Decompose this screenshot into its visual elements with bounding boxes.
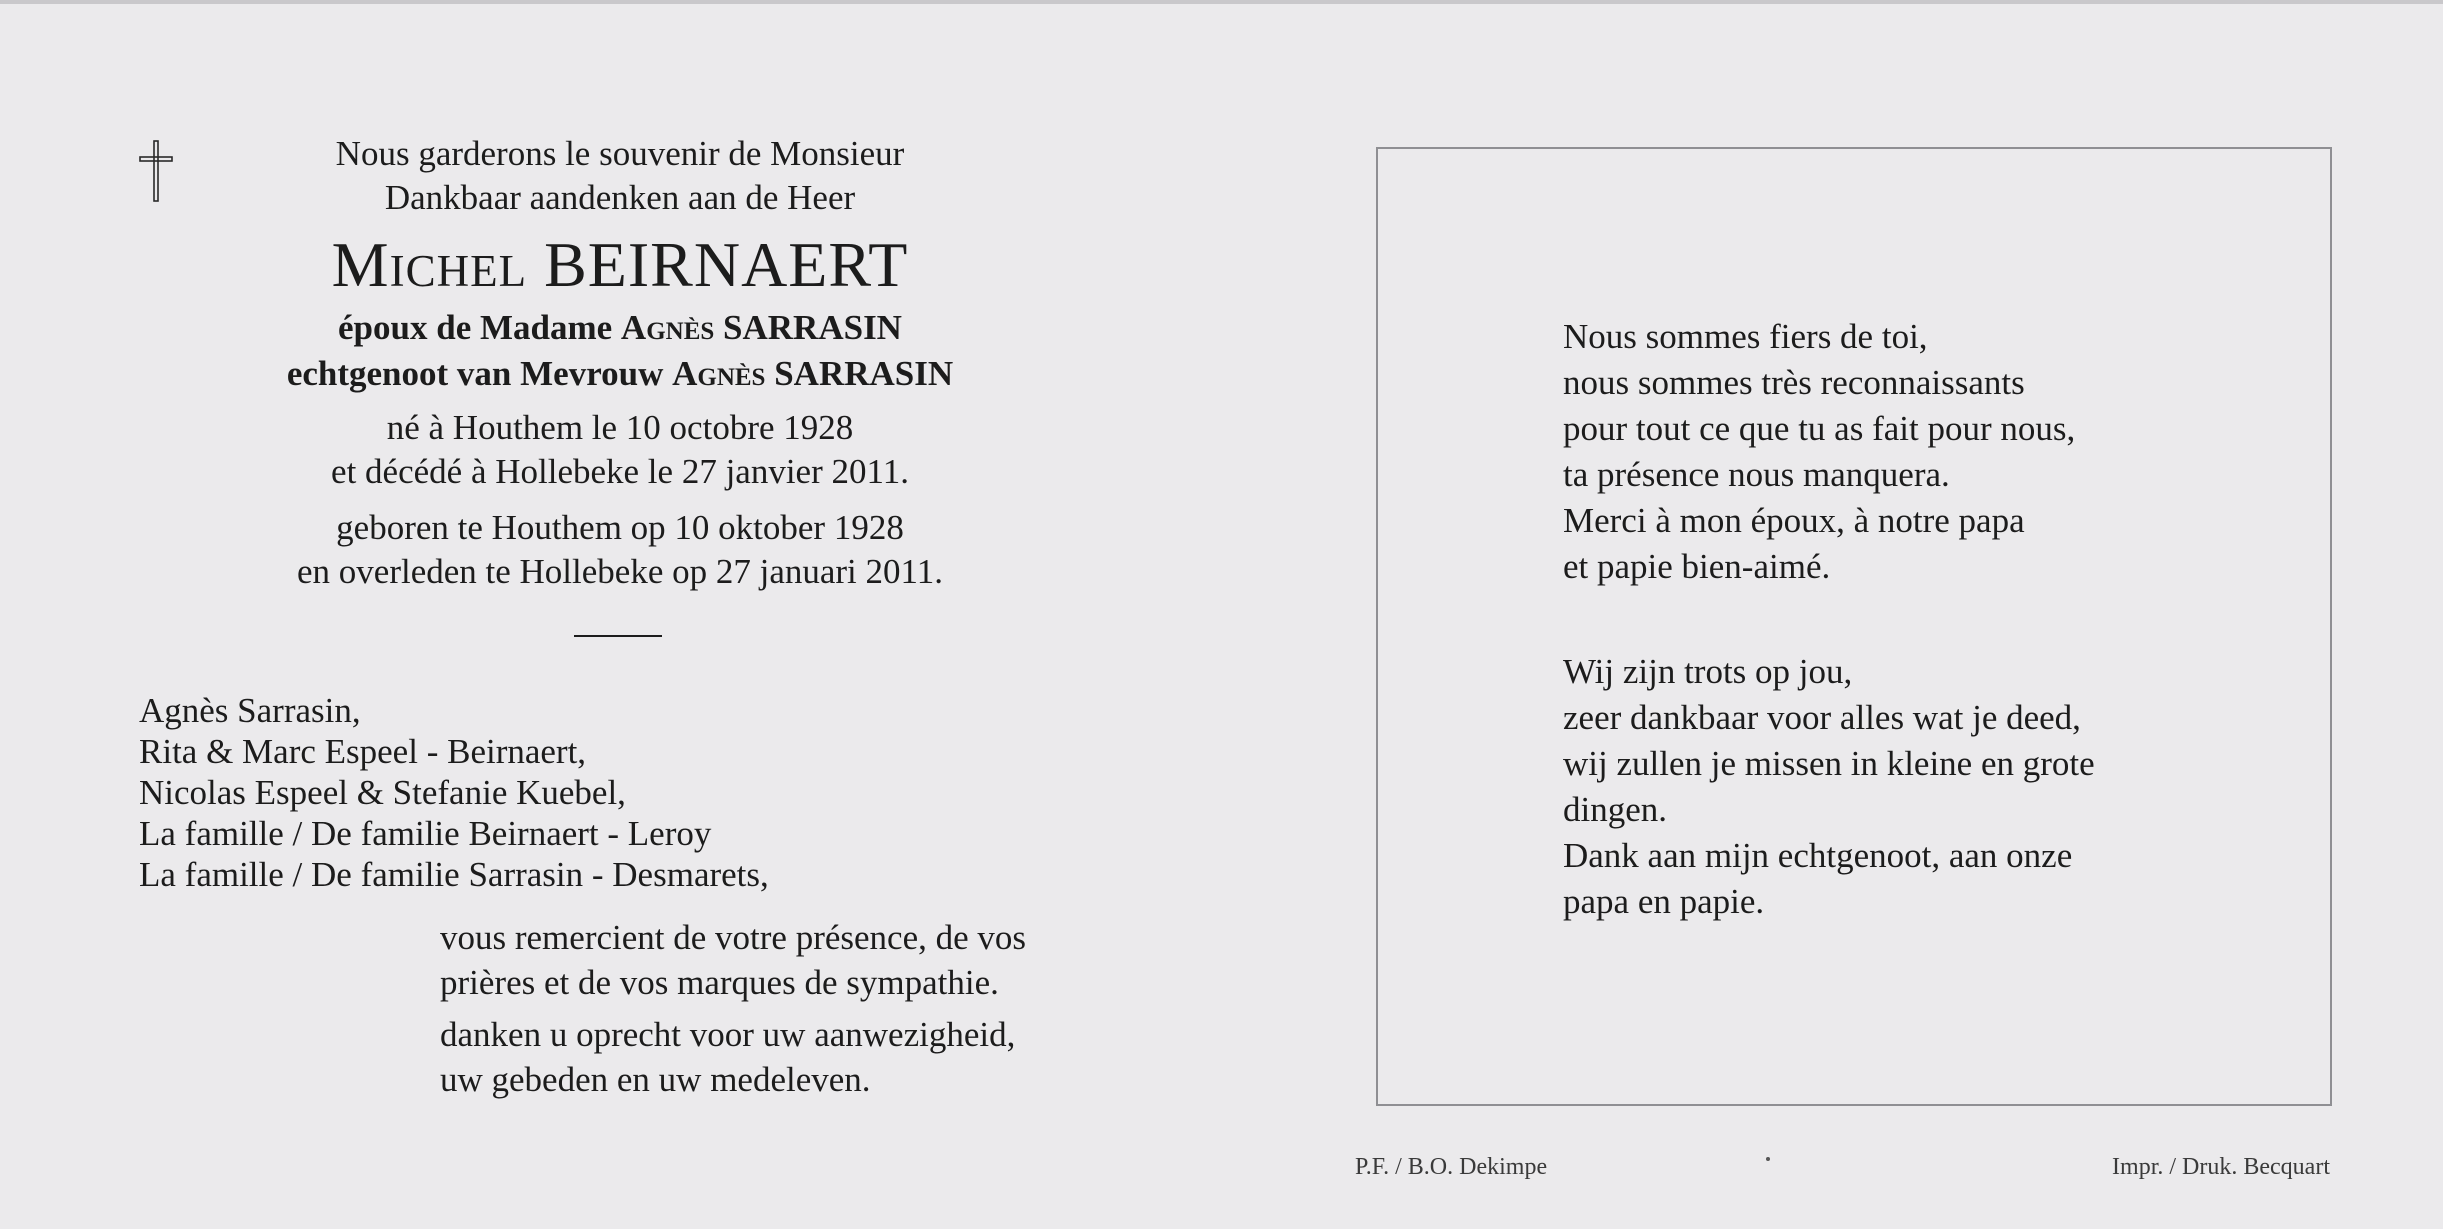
poem-nl-line: zeer dankbaar voor alles wat je deed, [1563,698,2081,737]
death-fr: et décédé à Hollebeke le 27 janvier 2011. [331,452,909,491]
poem-fr-line: nous sommes très reconnaissants [1563,363,2025,402]
spouse-last-name: SARRASIN [774,354,954,393]
deceased-first-name: Michel [331,229,528,300]
family-name: Rita & Marc Espeel - Beirnaert, [139,732,587,771]
poem-fr-line: et papie bien-aimé. [1563,547,1831,586]
family-name: La famille / De familie Beirnaert - Leroy [139,814,712,853]
family-name: Agnès Sarrasin, [139,691,361,730]
poem-nl-line: papa en papie. [1563,882,1765,921]
poem-nl-line: dingen. [1563,790,1668,829]
spouse-first-name: Agnès [672,354,766,393]
thanks-fr-line: vous remercient de votre présence, de vos [440,918,1027,957]
divider [574,635,662,637]
poem-nl-line: wij zullen je missen in kleine en grote [1563,744,2095,783]
printer-credit: Impr. / Druk. Becquart [2112,1154,2330,1180]
poem-nl-line: Wij zijn trots op jou, [1563,652,1853,691]
funeral-home-credit: P.F. / B.O. Dekimpe [1355,1154,1548,1180]
intro-nl: Dankbaar aandenken aan de Heer [384,178,856,217]
poem-fr-line: ta présence nous manquera. [1563,455,1950,494]
thanks-fr-line: prières et de vos marques de sympathie. [440,963,999,1002]
spouse-last-name: SARRASIN [723,308,902,347]
death-nl: en overleden te Hollebeke op 27 januari 2011. [297,552,943,591]
thanks-nl-line: danken u oprecht voor uw aanwezigheid, [440,1015,1016,1054]
birth-fr: né à Houthem le 10 octobre 1928 [386,408,854,447]
poem-fr-line: Merci à mon époux, à notre papa [1563,501,2025,540]
spouse-line-fr [0,306,1240,349]
birth-nl: geboren te Houthem op 10 oktober 1928 [336,508,904,547]
spouse-prefix-fr: époux de Madame [338,308,613,347]
spouse-prefix-nl: echtgenoot van Mevrouw [286,354,664,393]
thanks-nl-line: uw gebeden en uw medeleven. [440,1060,871,1099]
family-name: Nicolas Espeel & Stefanie Kuebel, [139,773,626,812]
poem-fr-line: Nous sommes fiers de toi, [1563,317,1928,356]
deceased-name [0,226,1240,304]
spouse-first-name: Agnès [620,308,715,347]
intro-fr: Nous garderons le souvenir de Monsieur [335,134,905,173]
poem-nl-line: Dank aan mijn echtgenoot, aan onze [1563,836,2073,875]
spouse-line-nl [0,352,1240,395]
print-mark [1766,1157,1770,1161]
poem-fr-line: pour tout ce que tu as fait pour nous, [1563,409,2076,448]
poem-frame [1376,147,2332,1106]
family-name: La famille / De familie Sarrasin - Desmarets, [139,855,769,894]
deceased-last-name: BEIRNAERT [544,229,909,300]
